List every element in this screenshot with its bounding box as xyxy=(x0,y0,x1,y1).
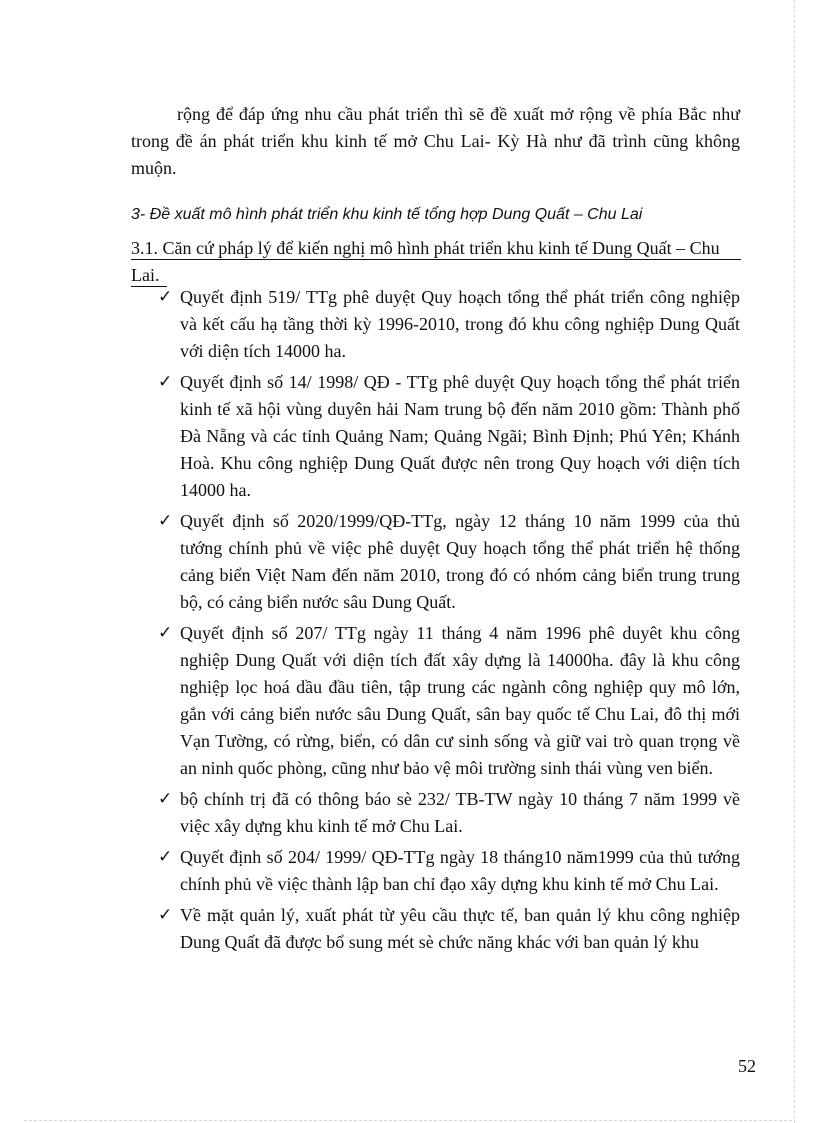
page-bottom-rule xyxy=(24,1120,792,1121)
page-right-rule xyxy=(794,0,795,1123)
list-item-text: Quyết định số 14/ 1998/ QĐ - TTg phê duyệt Quy hoạch tổng thể phát triển kinh tế xã hội vùng duyên hải Nam trung bộ đến năm 2010 gồm: Thành phố Đà Nẵng và các tỉnh Quảng Nam; Quảng Ngãi; Bình Định; Phú Yên; Khánh Hoà. Khu công nghiệp Dung Quất được nên trong Quy hoạch với diện tích 14000 ha. xyxy=(180,372,740,500)
list-item xyxy=(158,369,740,504)
list-item xyxy=(158,786,740,840)
page-number: 52 xyxy=(738,1056,756,1076)
subsection-heading: 3.1. Căn cứ pháp lý để kiến nghị mô hình phát triển khu kinh tế Dung Quất – Chu Lai. xyxy=(131,238,720,285)
list-item xyxy=(158,508,740,616)
checkmark-icon: ✓ xyxy=(158,623,173,643)
list-item-text: Về mặt quản lý, xuất phát từ yêu cầu thực tế, ban quản lý khu công nghiệp Dung Quất đã được bổ sung mét sè chức năng khác với ban quản lý khu xyxy=(180,905,740,952)
list-item xyxy=(158,284,740,365)
list-item xyxy=(158,902,740,956)
list-item-text: Quyết định số 204/ 1999/ QĐ-TTg ngày 18 tháng10 năm1999 của thủ tướng chính phủ về việc thành lập ban chỉ đạo xây dựng khu kinh tế mở Chu Lai. xyxy=(180,847,740,894)
list-item xyxy=(158,844,740,898)
checkmark-icon: ✓ xyxy=(158,511,173,531)
checkmark-icon: ✓ xyxy=(158,847,173,867)
body-paragraph: rộng để đáp ứng nhu cầu phát triển thì sẽ đề xuất mở rộng về phía Bắc như trong đề án phát triển khu kinh tế mở Chu Lai- Kỳ Hà như đã trình cũng không muộn. xyxy=(131,104,740,178)
checkmark-icon: ✓ xyxy=(158,789,173,809)
checkmark-icon: ✓ xyxy=(158,287,173,307)
section-heading: 3- Đề xuất mô hình phát triển khu kinh tế tổng hợp Dung Quất – Chu Lai xyxy=(131,206,643,223)
heading-underline xyxy=(131,259,741,260)
checkmark-icon: ✓ xyxy=(158,905,173,925)
checkmark-icon: ✓ xyxy=(158,372,173,392)
list-item-text: Quyết định số 2020/1999/QĐ-TTg, ngày 12 tháng 10 năm 1999 của thủ tướng chính phủ về việc phê duyệt Quy hoạch tổng thể phát triển hệ thống cảng biển Việt Nam đến năm 2010, trong đó có nhóm cảng biển trung trung bộ, có cảng biển nước sâu Dung Quất. xyxy=(180,511,740,612)
list-item-text: bộ chính trị đã có thông báo sè 232/ TB-TW ngày 10 tháng 7 năm 1999 về việc xây dựng khu kinh tế mở Chu Lai. xyxy=(180,789,740,836)
legal-basis-list xyxy=(158,284,740,960)
list-item-text: Quyết định số 207/ TTg ngày 11 tháng 4 năm 1996 phê duyêt khu công nghiệp Dung Quất với diện tích đất xây dựng là 14000ha. đây là khu công nghiệp lọc hoá dầu đầu tiên, tập trung các ngành công nghiệp quy mô lớn, gắn với cảng biển nước sâu Dung Quất, sân bay quốc tế Chu Lai, đô thị mới Vạn Tường, có rừng, biển, có dân cư sinh sống và giữ vai trò quan trọng về an ninh quốc phòng, cũng như bảo vệ môi trường sinh thái vùng ven biển. xyxy=(180,623,740,778)
list-item-text: Quyết định 519/ TTg phê duyệt Quy hoạch tổng thể phát triển công nghiệp và kết cấu hạ tầng thời kỳ 1996-2010, trong đó khu công nghiệp Dung Quất với diện tích 14000 ha. xyxy=(180,287,740,361)
list-item xyxy=(158,620,740,782)
